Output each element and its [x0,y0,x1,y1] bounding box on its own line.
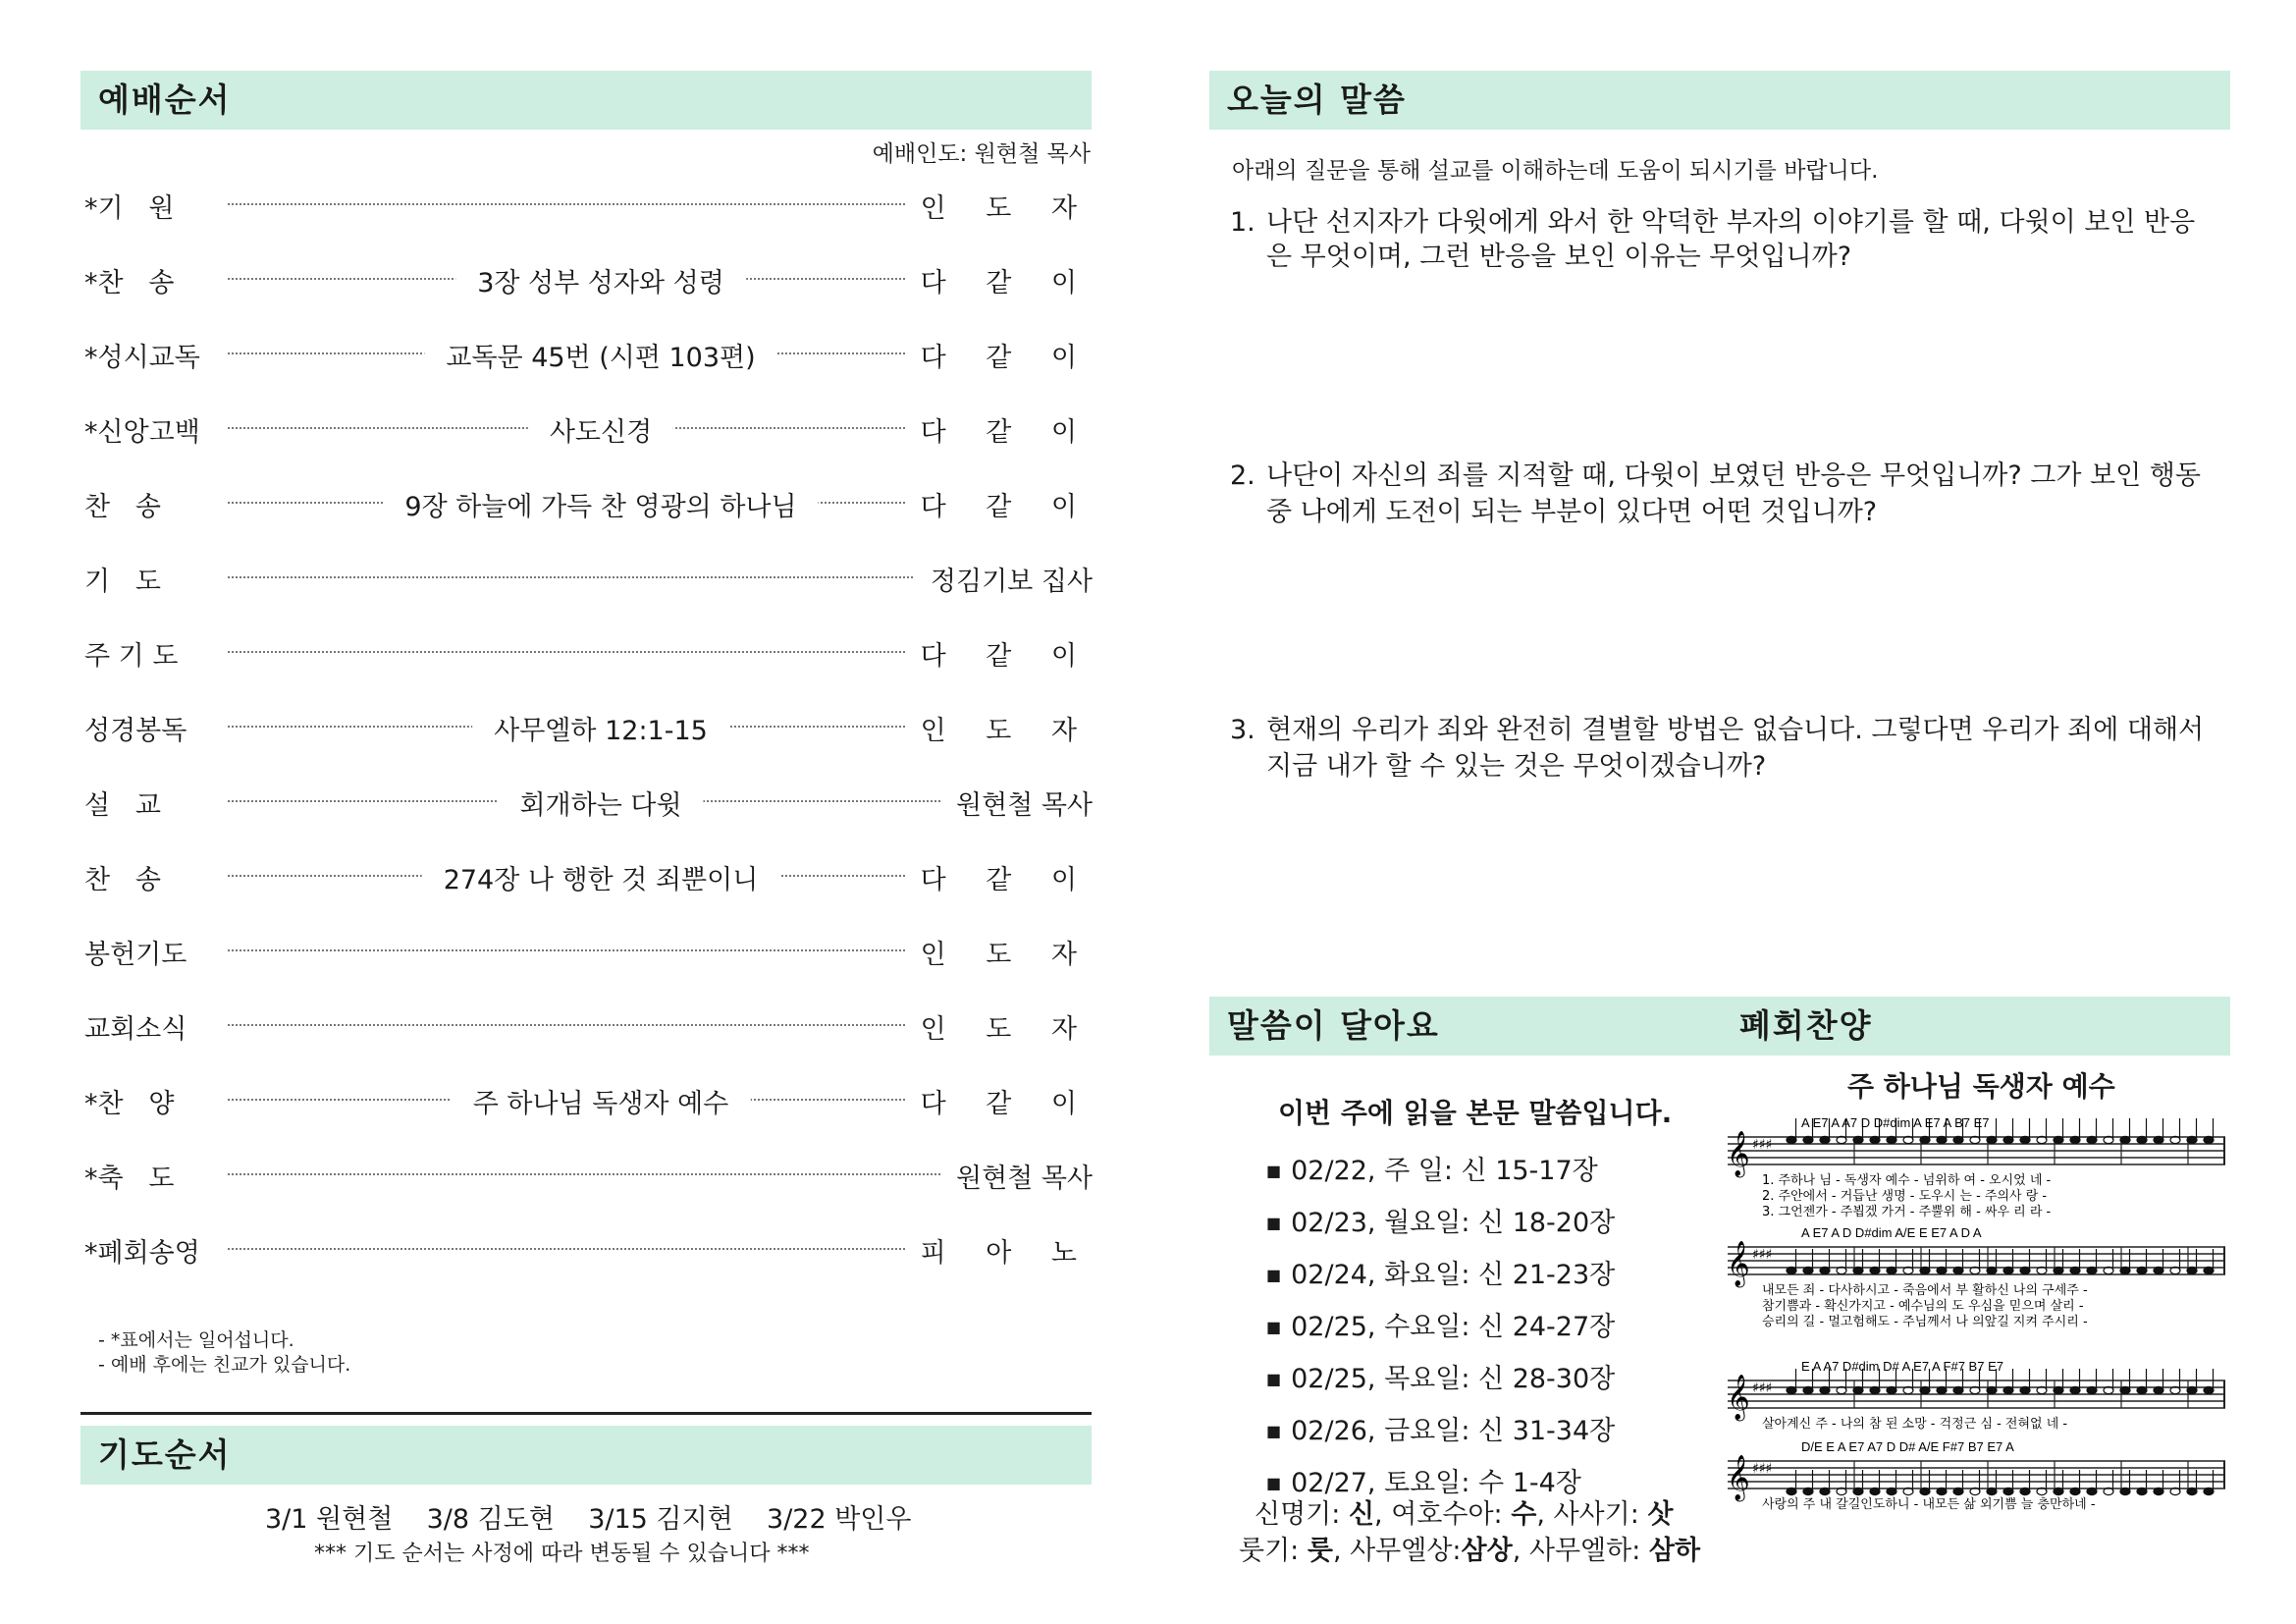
order-item-label: 찬 송 [84,865,161,895]
dotted-leader-line [228,651,944,653]
question-text-line1: 현재의 우리가 죄와 완전히 결별할 방법은 없습니다. 그렇다면 우리가 죄에 대해서 [1266,715,2205,745]
music-staff [1727,1115,2225,1219]
order-item-content: 3장 성부 성자와 성령 [455,261,746,299]
reading-item: ■ 02/23, 월요일: 신 18-20장 [1266,1201,1615,1239]
order-item-label: *성시교독 [84,343,200,373]
question-text-line2: 지금 내가 할 수 있는 것은 무엇이겠습니까? [1266,751,1767,782]
question-number: 3. [1230,715,1255,745]
hymn-lyric-line: 3. 그언젠가 - 주뵙겠 가거 - 주뿔위 해 - 싸우 리 라 - [1762,1205,2052,1219]
prayer-order-header: 기도순서 [80,1426,1092,1485]
order-item-person: 다 같 이 [905,336,1093,374]
hymn-lyric-line: 참기쁨과 - 확신가지고 - 예수님의 도 우심을 믿으며 살리 - [1762,1299,2084,1314]
svg-text:♯♯♯: ♯♯♯ [1752,1380,1773,1396]
hymn-sheet-music [1723,1110,2233,1561]
order-item-label: 봉헌기도 [84,940,187,970]
order-item-content: 교독문 45번 (시편 103편) [424,336,776,374]
question-text-line1: 나단 선지자가 다윗에게 와서 한 악덕한 부자의 이야기를 할 때, 다윗이 보인 반응 [1266,207,2196,238]
worship-leader-note: 예배인도: 원현철 목사 [872,141,1091,167]
question-text-line2: 중 나에게 도전이 되는 부분이 있다면 어떤 것입니까? [1266,497,1878,527]
question-text-line1: 나단이 자신의 죄를 지적할 때, 다윗이 보였던 반응은 무엇입니까? 그가 보인 행동 [1266,460,2201,491]
order-item-person: 인 도 자 [905,709,1093,747]
svg-text:♯♯♯: ♯♯♯ [1752,1247,1773,1263]
note-fellowship: - 예배 후에는 친교가 있습니다. [98,1354,351,1376]
order-item-label: *기 원 [84,193,175,224]
order-item-label: 주 기 도 [84,641,179,672]
dotted-leader-line [228,1024,944,1026]
treble-clef-icon: 𝄞 [1727,1241,1750,1286]
order-item-person: 다 같 이 [905,634,1093,673]
order-item-label: 설 교 [84,790,161,821]
note-standing: - *표에서는 일어섭니다. [98,1329,294,1351]
order-item-content: 사도신경 [528,410,673,449]
order-item-person: 정김기보 집사 [915,560,1093,598]
order-item-content: 9장 하늘에 가득 찬 영광의 하나님 [383,485,818,523]
order-item-person: 다 같 이 [905,858,1093,896]
reading-schedule [1266,1149,1615,1513]
svg-text:♯♯♯: ♯♯♯ [1752,1137,1773,1153]
hymn-chord-line: E A A7 D#dim D# A E7 A F#7 B7 E7 [1801,1359,2003,1374]
reading-title: 이번 주에 읽을 본문 말씀입니다. [1278,1097,1673,1129]
order-item-person: 인 도 자 [905,187,1093,225]
reading-item: ■ 02/25, 목요일: 신 28-30장 [1266,1357,1615,1395]
svg-text:♯♯♯: ♯♯♯ [1752,1461,1773,1477]
reading-item: ■ 02/22, 주 일: 신 15-17장 [1266,1149,1615,1187]
book-abbrev-line1: 신명기: 신, 여호수아: 수, 사사기: 삿 [1255,1499,1674,1530]
music-staff [1727,1225,2225,1329]
dotted-leader-line [228,203,944,205]
hymn-lyric-line: 승리의 길 - 멀고험해도 - 주님께서 나 의앞길 지켜 주시리 - [1762,1315,2088,1329]
hymn-lyric-line: 내모든 죄 - 다사하시고 - 죽음에서 부 활하신 나의 구세주 - [1762,1283,2088,1298]
hymn-lyric-line: 1. 주하나 님 - 독생자 예수 - 넘위하 여 - 오시었 네 - [1762,1173,2052,1188]
order-item-label: 성경봉독 [84,716,187,746]
hymn-chord-line: A E7 A D D#dim A/E E E7 A D A [1801,1225,1982,1240]
music-staff [1727,1359,2225,1432]
order-item-label: *찬 송 [84,268,175,298]
hymn-lyric-line: 2. 주안에서 - 거듭난 생명 - 도우시 는 - 주의사 랑 - [1762,1189,2048,1204]
sweet-word-label: 말씀이 달아요 [1227,1006,1440,1045]
order-item-label: *폐회송영 [84,1238,200,1269]
hymn-lyric-line: 사랑의 주 내 갈길인도하니 - 내모든 삶 외기쁨 늘 충만하네 - [1762,1497,2096,1512]
order-item-content: 회개하는 다윗 [498,784,703,822]
hymn-title: 주 하나님 독생자 예수 [1847,1070,2115,1103]
order-item-person: 인 도 자 [905,1007,1093,1046]
closing-hymn-label: 폐회찬양 [1739,1006,1873,1045]
todays-word-header: 오늘의 말씀 [1209,71,2230,130]
dotted-leader-line [228,576,944,578]
bible-reading-header [1209,997,2230,1056]
prayer-schedule: 3/1 원현철 3/8 김도현 3/15 김지현 3/22 박인우 [265,1504,912,1535]
hymn-lyric-line: 살아계신 주 - 나의 참 된 소망 - 걱정근 심 - 전혀없 네 - [1762,1417,2068,1432]
reading-item: ■ 02/27, 토요일: 수 1-4장 [1266,1461,1615,1499]
order-item-person: 다 같 이 [905,1082,1093,1120]
treble-clef-icon: 𝄞 [1727,1375,1750,1420]
order-item-person: 원현철 목사 [940,784,1093,822]
order-item-person: 인 도 자 [905,933,1093,971]
reading-item: ■ 02/24, 화요일: 신 21-23장 [1266,1253,1615,1291]
question-number: 1. [1230,207,1255,238]
reading-item: ■ 02/26, 금요일: 신 31-34장 [1266,1409,1615,1447]
order-item-content: 사무엘하 12:1-15 [472,709,729,747]
questions-intro: 아래의 질문을 통해 설교를 이해하는데 도움이 되시기를 바랍니다. [1232,158,1879,184]
order-item-label: 교회소식 [84,1014,187,1045]
dotted-leader-line [228,1248,944,1250]
book-abbrev-line2: 룻기: 룻, 사무엘상:삼상, 사무엘하: 삼하 [1239,1536,1701,1566]
hymn-chord-line: D/E E A E7 A7 D D# A/E F#7 B7 E7 A [1801,1439,2014,1454]
order-item-label: 기 도 [84,567,161,597]
order-item-label: *찬 양 [84,1089,175,1119]
order-item-content: 274장 나 행한 것 죄뿐이니 [422,858,780,896]
worship-order-header: 예배순서 [80,71,1092,130]
reading-item: ■ 02/25, 수요일: 신 24-27장 [1266,1305,1615,1343]
order-item-person: 피 아 노 [905,1231,1093,1270]
question-number: 2. [1230,460,1255,491]
hymn-chord-line: A E7 A A7 D D#dim A E7 A B7 E7 [1801,1115,1990,1130]
order-item-person: 다 같 이 [905,410,1093,449]
order-item-person: 다 같 이 [905,485,1093,523]
order-item-person: 다 같 이 [905,261,1093,299]
treble-clef-icon: 𝄞 [1727,1455,1750,1500]
order-item-content: 주 하나님 독생자 예수 [452,1082,751,1120]
prayer-note: *** 기도 순서는 사정에 따라 변동될 수 있습니다 *** [314,1542,810,1566]
question-text-line2: 은 무엇이며, 그런 반응을 보인 이유는 무엇입니까? [1266,242,1852,272]
treble-clef-icon: 𝄞 [1727,1131,1750,1176]
order-item-label: 찬 송 [84,492,161,522]
order-item-label: *신앙고백 [84,417,200,448]
order-item-label: *축 도 [84,1164,175,1194]
section-divider [80,1412,1092,1415]
dotted-leader-line [228,1173,944,1175]
order-item-person: 원현철 목사 [940,1157,1093,1195]
dotted-leader-line [228,949,944,951]
music-staff [1727,1439,2225,1512]
